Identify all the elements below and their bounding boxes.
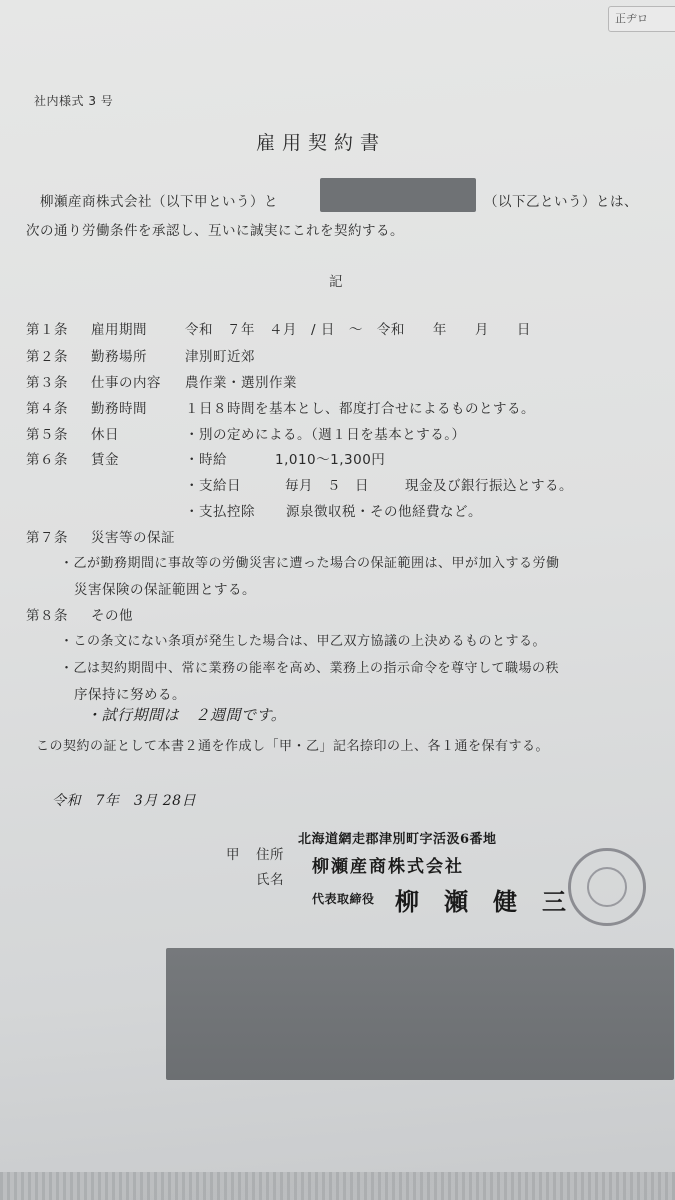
article-content: ・別の定めによる。（週１日を基本とする。）: [185, 427, 466, 443]
article-number: 第３条: [26, 375, 68, 391]
article-label: 勤務時間: [91, 401, 147, 417]
ki-mark: 記: [329, 274, 343, 290]
article-content: １日８時間を基本とし、都度打合せによるものとする。: [185, 401, 535, 417]
article-7-line2: 災害保険の保証範囲とする。: [74, 582, 256, 598]
intro-line1-left: 柳瀬産商株式会社（以下甲という）と: [40, 194, 278, 210]
article-7-number: 第７条: [26, 530, 68, 546]
article-label: 勤務場所: [91, 349, 147, 365]
address-label: 住所: [256, 847, 284, 863]
name-label: 氏名: [256, 872, 284, 888]
article-content: 農作業・選別作業: [185, 375, 297, 391]
rep-name-stamp: 柳 瀬 健 三: [395, 887, 567, 916]
wage-deduction-label: ・支払控除: [185, 504, 255, 520]
redacted-signature-block: [166, 948, 674, 1080]
wage-hourly-value: 1,010～1,300円: [275, 452, 386, 468]
company-seal-icon: [568, 848, 646, 926]
article-content: 令和 ７年 ４月 / 日 ～ 令和 年 月 日: [185, 322, 531, 338]
wage-payday-label: ・支給日: [185, 478, 241, 494]
article-8-line1: ・この条文にない条項が発生した場合は、甲乙双方協議の上決めるものとする。: [60, 634, 547, 649]
tab-text: 正ヂロ: [615, 12, 648, 25]
wage-payday-value: 毎月 ５ 日: [285, 478, 369, 494]
closing-statement: この契約の証として本書２通を作成し「甲・乙」記名捺印の上、各１通を保有する。: [36, 739, 550, 754]
article-number: 第４条: [26, 401, 68, 417]
seal-inner-ring-icon: [587, 867, 627, 907]
article-content: 津別町近郊: [185, 349, 255, 365]
article-label: 休日: [91, 427, 119, 443]
party-ko: 甲: [226, 847, 240, 863]
wage-hourly-label: ・時給: [185, 452, 227, 468]
article-8-line3: 序保持に努める。: [74, 687, 186, 703]
article-8-handwritten-note: ・試行期間は ２週間です。: [86, 706, 287, 724]
rep-title-stamp: 代表取締役: [312, 892, 375, 906]
document-title: 雇用契約書: [256, 132, 387, 154]
redacted-name: [320, 178, 476, 212]
article-number: 第２条: [26, 349, 68, 365]
article-8-number: 第８条: [26, 608, 68, 624]
article-8-line2: ・乙は契約期間中、常に業務の能率を高め、業務上の指示命令を尊守して職場の秩: [60, 661, 559, 676]
article-7-label: 災害等の保証: [91, 530, 175, 546]
address-stamp: 北海道網走郡津別町字活汲6番地: [298, 832, 497, 847]
article-label: 仕事の内容: [91, 375, 161, 391]
wage-deduction-value: 源泉徴収税・その他経費など。: [286, 504, 482, 520]
company-stamp: 柳瀬産商株式会社: [312, 857, 464, 877]
intro-line2: 次の通り労働条件を承認し、互いに誠実にこれを契約する。: [26, 223, 404, 239]
article-8-label: その他: [91, 608, 133, 624]
article-label: 賃金: [91, 452, 119, 468]
article-7-line1: ・乙が勤務期間に事故等の労働災害に遭った場合の保証範囲は、甲が加入する労働: [60, 556, 560, 571]
article-number: 第１条: [26, 322, 68, 338]
intro-line1-right: （以下乙という）とは、: [484, 194, 638, 210]
contract-date: 令和 7年 3月 28日: [52, 793, 197, 809]
form-number: 社内様式 3 号: [34, 94, 114, 108]
article-number: 第５条: [26, 427, 68, 443]
bottom-edge: [0, 1172, 675, 1200]
article-label: 雇用期間: [91, 322, 147, 338]
wage-payday-method: 現金及び銀行振込とする。: [405, 478, 573, 494]
sticky-tab: [608, 6, 675, 32]
article-number: 第６条: [26, 452, 68, 468]
